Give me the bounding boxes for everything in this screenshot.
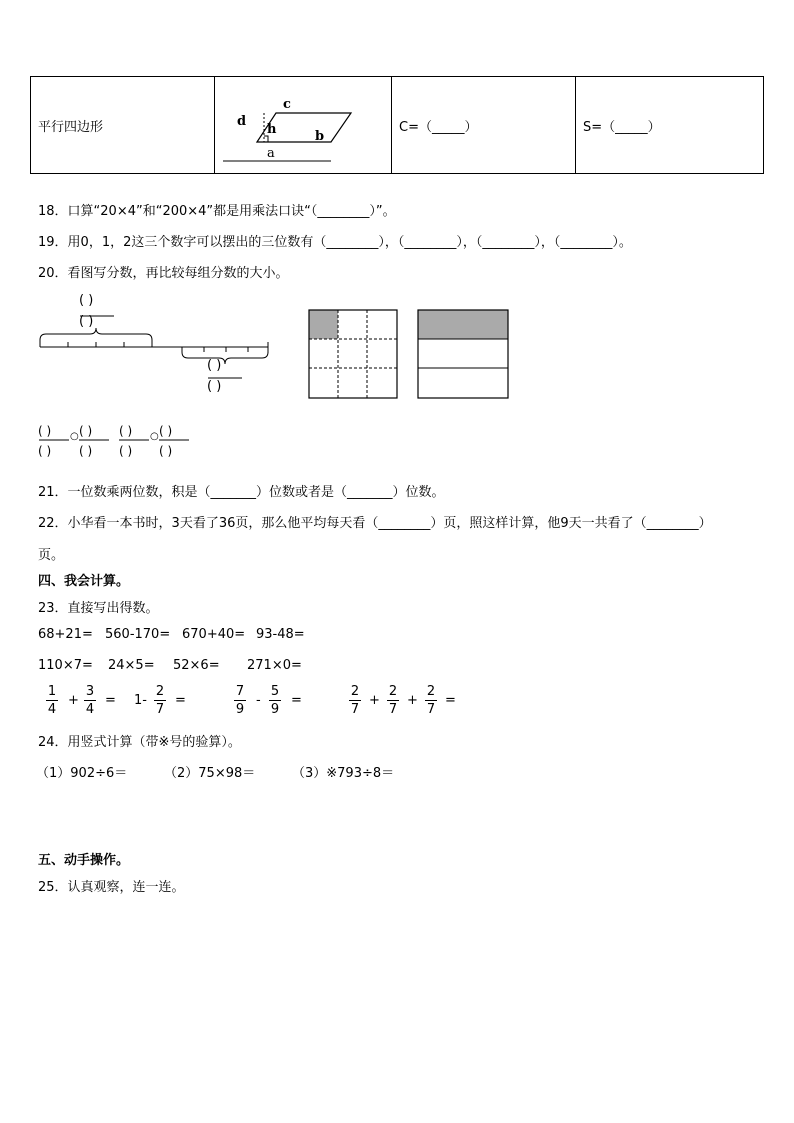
perimeter-blank: C=（_____） (399, 119, 478, 135)
question-18: 18．口算“20×4”和“200×4”都是用乘法口诀“（________）”。 (38, 204, 396, 219)
fraction-3-4: 3 4 (85, 684, 95, 717)
fraction-5-9: 5 9 (270, 684, 280, 717)
fraction-7-9: 7 9 (235, 684, 245, 717)
area-cell (576, 77, 764, 174)
q23-row2-item1: 110×7= (38, 658, 93, 673)
label-b: b (315, 129, 325, 144)
parallelogram-figure (215, 77, 398, 169)
perimeter-cell (392, 77, 576, 174)
q24-item-1: （1）902÷6＝ (36, 766, 128, 781)
op-equals-4: = (445, 693, 456, 708)
label-c: c (283, 97, 291, 112)
q23-row2-item4: 271×0= (247, 658, 302, 673)
q23-row1-item4: 93-48= (256, 627, 305, 642)
brace-bottom-denominator: ( ) (207, 379, 222, 394)
brace-top-numerator: ( ) (79, 293, 94, 308)
op-plus-2: + (369, 693, 380, 708)
question-20: 20．看图写分数，再比较每组分数的大小。 (38, 266, 289, 281)
compare-2-right-den: ( ) (159, 444, 173, 458)
op-equals-1: = (105, 693, 116, 708)
question-23: 23．直接写出得数。 (38, 601, 159, 616)
op-plus-1: + (68, 693, 79, 708)
compare-2-left-num: ( ) (119, 424, 133, 438)
fraction-2-7-a: 2 7 (155, 684, 165, 717)
fraction-2-7-b: 2 7 (350, 684, 360, 717)
q23-row1-item2: 560-170= (105, 627, 171, 642)
op-minus: - (256, 693, 261, 708)
q23-row2-item2: 24×5= (108, 658, 155, 673)
fraction-2-7-d: 2 7 (426, 684, 436, 717)
shape-name-cell (31, 77, 215, 174)
brace-top-denominator: ( ) (79, 314, 94, 329)
compare-1-left-num: ( ) (38, 424, 52, 438)
op-equals-2: = (175, 693, 186, 708)
q24-item-2: （2）75×98＝ (164, 766, 256, 781)
q23-row1-item1: 68+21= (38, 627, 93, 642)
question-22-line2: 页。 (38, 548, 65, 563)
label-a: a (267, 146, 275, 161)
rows-3-figure (417, 309, 511, 400)
compare-1-right-num: ( ) (79, 424, 93, 438)
figure-cell (215, 77, 392, 174)
area-blank: S=（_____） (583, 119, 661, 135)
grid-3x3-figure (308, 309, 400, 400)
q23-row2-item3: 52×6= (173, 658, 220, 673)
brace-number-line-figure (36, 292, 276, 398)
compare-1-right-den: ( ) (79, 444, 93, 458)
section-5-heading: 五、动手操作。 (38, 853, 130, 868)
compare-2-left-den: ( ) (119, 444, 133, 458)
question-25: 25．认真观察，连一连。 (38, 880, 185, 895)
compare-2-right-num: ( ) (159, 424, 173, 438)
fraction-1-4: 1 4 (47, 684, 57, 717)
shape-table (30, 76, 764, 174)
brace-bottom-numerator: ( ) (207, 358, 222, 373)
op-plus-3: + (407, 693, 418, 708)
shape-name: 平行四边形 (38, 119, 104, 135)
op-equals-3: = (291, 693, 302, 708)
section-4-heading: 四、我会计算。 (38, 574, 130, 589)
question-22-line1: 22．小华看一本书时，3天看了36页，那么他平均每天看（________）页，照这样计算，他9天一共看了（________） (38, 516, 712, 531)
q24-item-3: （3）※793÷8＝ (292, 766, 395, 781)
question-19: 19．用0，1，2这三个数字可以摆出的三位数有（________），（________），（________），（________）。 (38, 235, 632, 250)
compare-1-circle: ○ (70, 431, 79, 442)
question-24: 24．用竖式计算（带※号的验算）。 (38, 735, 241, 750)
op-one-minus: 1- (134, 693, 147, 708)
q23-row1-item3: 670+40= (182, 627, 246, 642)
compare-1-left-den: ( ) (38, 444, 52, 458)
compare-2-circle: ○ (150, 431, 159, 442)
question-21: 21．一位数乘两位数，积是（_______）位数或者是（_______）位数。 (38, 485, 445, 500)
label-h: h (267, 122, 277, 137)
label-d: d (237, 114, 247, 129)
fraction-2-7-c: 2 7 (388, 684, 398, 717)
